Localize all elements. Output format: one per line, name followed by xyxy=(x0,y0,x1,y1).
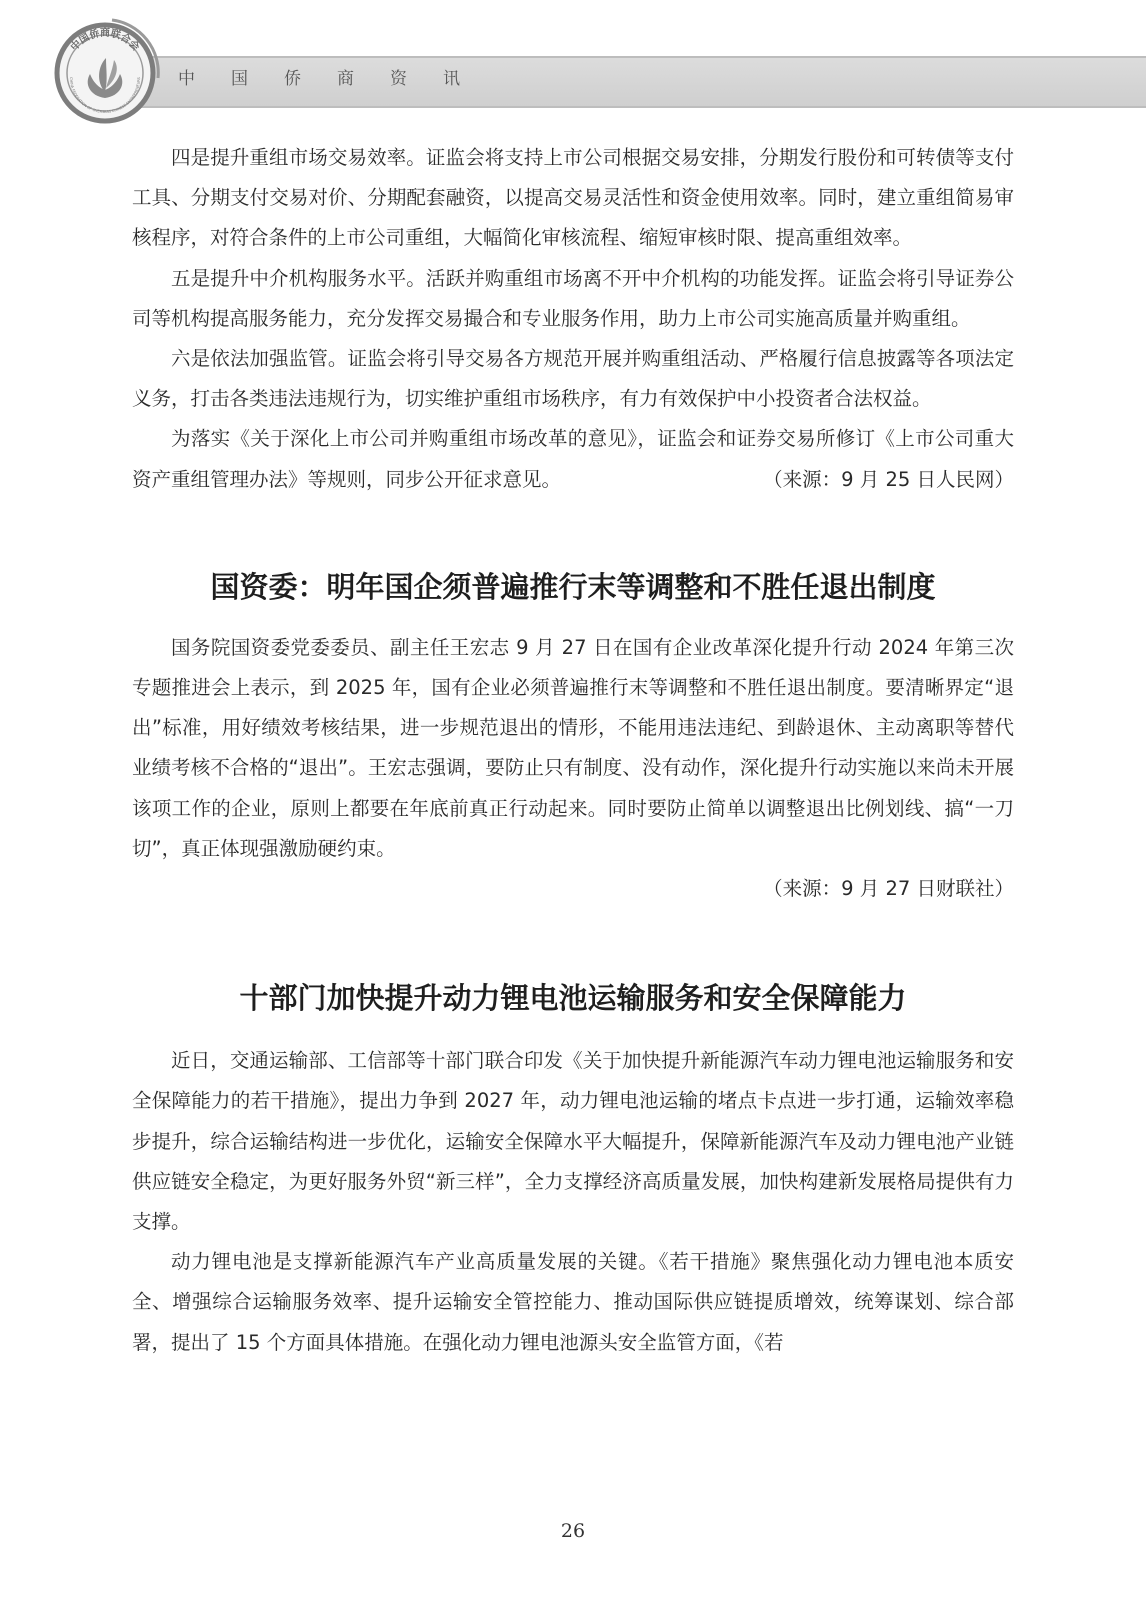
header-title: 中国侨商资讯 xyxy=(178,69,496,89)
paragraph-text: 为落实《关于深化上市公司并购重组市场改革的意见》，证监会和证券交易所修订《上市公司重大资产重组管理办法》等规则，同步公开征求意见。 xyxy=(132,427,1014,491)
logo-emblem xyxy=(50,18,160,128)
page-content xyxy=(132,138,1014,1363)
paragraph: 五是提升中介机构服务水平。活跃并购重组市场离不开中介机构的功能发挥。证监会将引导证券公司等机构提高服务能力，充分发挥交易撮合和专业服务作用，助力上市公司实施高质量并购重组。 xyxy=(132,266,1014,330)
source-note: （来源：9 月 25 日人民网） xyxy=(763,467,1014,491)
paragraph: 国务院国资委党委委员、副主任王宏志 9 月 27 日在国有企业改革深化提升行动 2024 年第三次专题推进会上表示，到 2025 年，国有企业必须普遍推行末等调整和不胜任退出制度。要清晰界定“退出”标准，用好绩效考核结果，进一步规范退出的情形，不能用违法违纪、到龄退休、主动离职等替代业绩考核不合格的“退出”。王宏志强调，要防止只有制度、没有动作，深化提升行动实施以来尚未开展该项工作的企业，原则上都要在年底前真正行动起来。同时要防止简单以调整退出比例划线、搞“一刀切”，真正体现强激励硬约束。 xyxy=(132,635,1014,860)
article-title: 十部门加快提升动力锂电池运输服务和安全保障能力 xyxy=(239,981,907,1016)
source-note: （来源：9 月 27 日财联社） xyxy=(763,877,1014,901)
paragraph: 四是提升重组市场交易效率。证监会将支持上市公司根据交易安排，分期发行股份和可转债等支付工具、分期支付交易对价、分期配套融资，以提高交易灵活性和资金使用效率。同时，建立重组简易审核程序，对符合条件的上市公司重组，大幅简化审核流程、缩短审核时限、提高重组效率。 xyxy=(132,146,1014,250)
paragraph: 六是依法加强监管。证监会将引导交易各方规范开展并购重组活动、严格履行信息披露等各项法定义务，打击各类违法违规行为，切实维护重组市场秩序，有力有效保护中小投资者合法权益。 xyxy=(132,347,1014,411)
paragraph: 近日，交通运输部、工信部等十部门联合印发《关于加快提升新能源汽车动力锂电池运输服务和安全保障能力的若干措施》，提出力争到 2027 年，动力锂电池运输的堵点卡点进一步打通，运输效率稳步提升，综合运输结构进一步优化，运输安全保障水平大幅提升，保障新能源汽车及动力锂电池产业链供应链安全稳定，为更好服务外贸“新三样”，全力支撑经济高质量发展，加快构建新发展格局提供有力支撑。 xyxy=(132,1049,1014,1234)
logo-text-cn: 中国侨商联合会 xyxy=(68,28,142,54)
page-number: 26 xyxy=(560,1520,586,1542)
paragraph-with-source xyxy=(132,419,1014,499)
paragraph: 动力锂电池是支撑新能源汽车产业高质量发展的关键。《若干措施》聚焦强化动力锂电池本质安全、增强综合运输服务效率、提升运输安全管控能力、推动国际供应链提质增效，统筹谋划、综合部署，提出了 15 个方面具体措施。在强化动力锂电池源头安全监管方面，《若 xyxy=(132,1250,1014,1354)
logo-text-en: CHINA FEDERATION OF OVERSEAS CHINESE ENTREPRENEURS xyxy=(68,77,142,115)
article-title: 国资委：明年国企须普遍推行末等调整和不胜任退出制度 xyxy=(210,569,936,604)
